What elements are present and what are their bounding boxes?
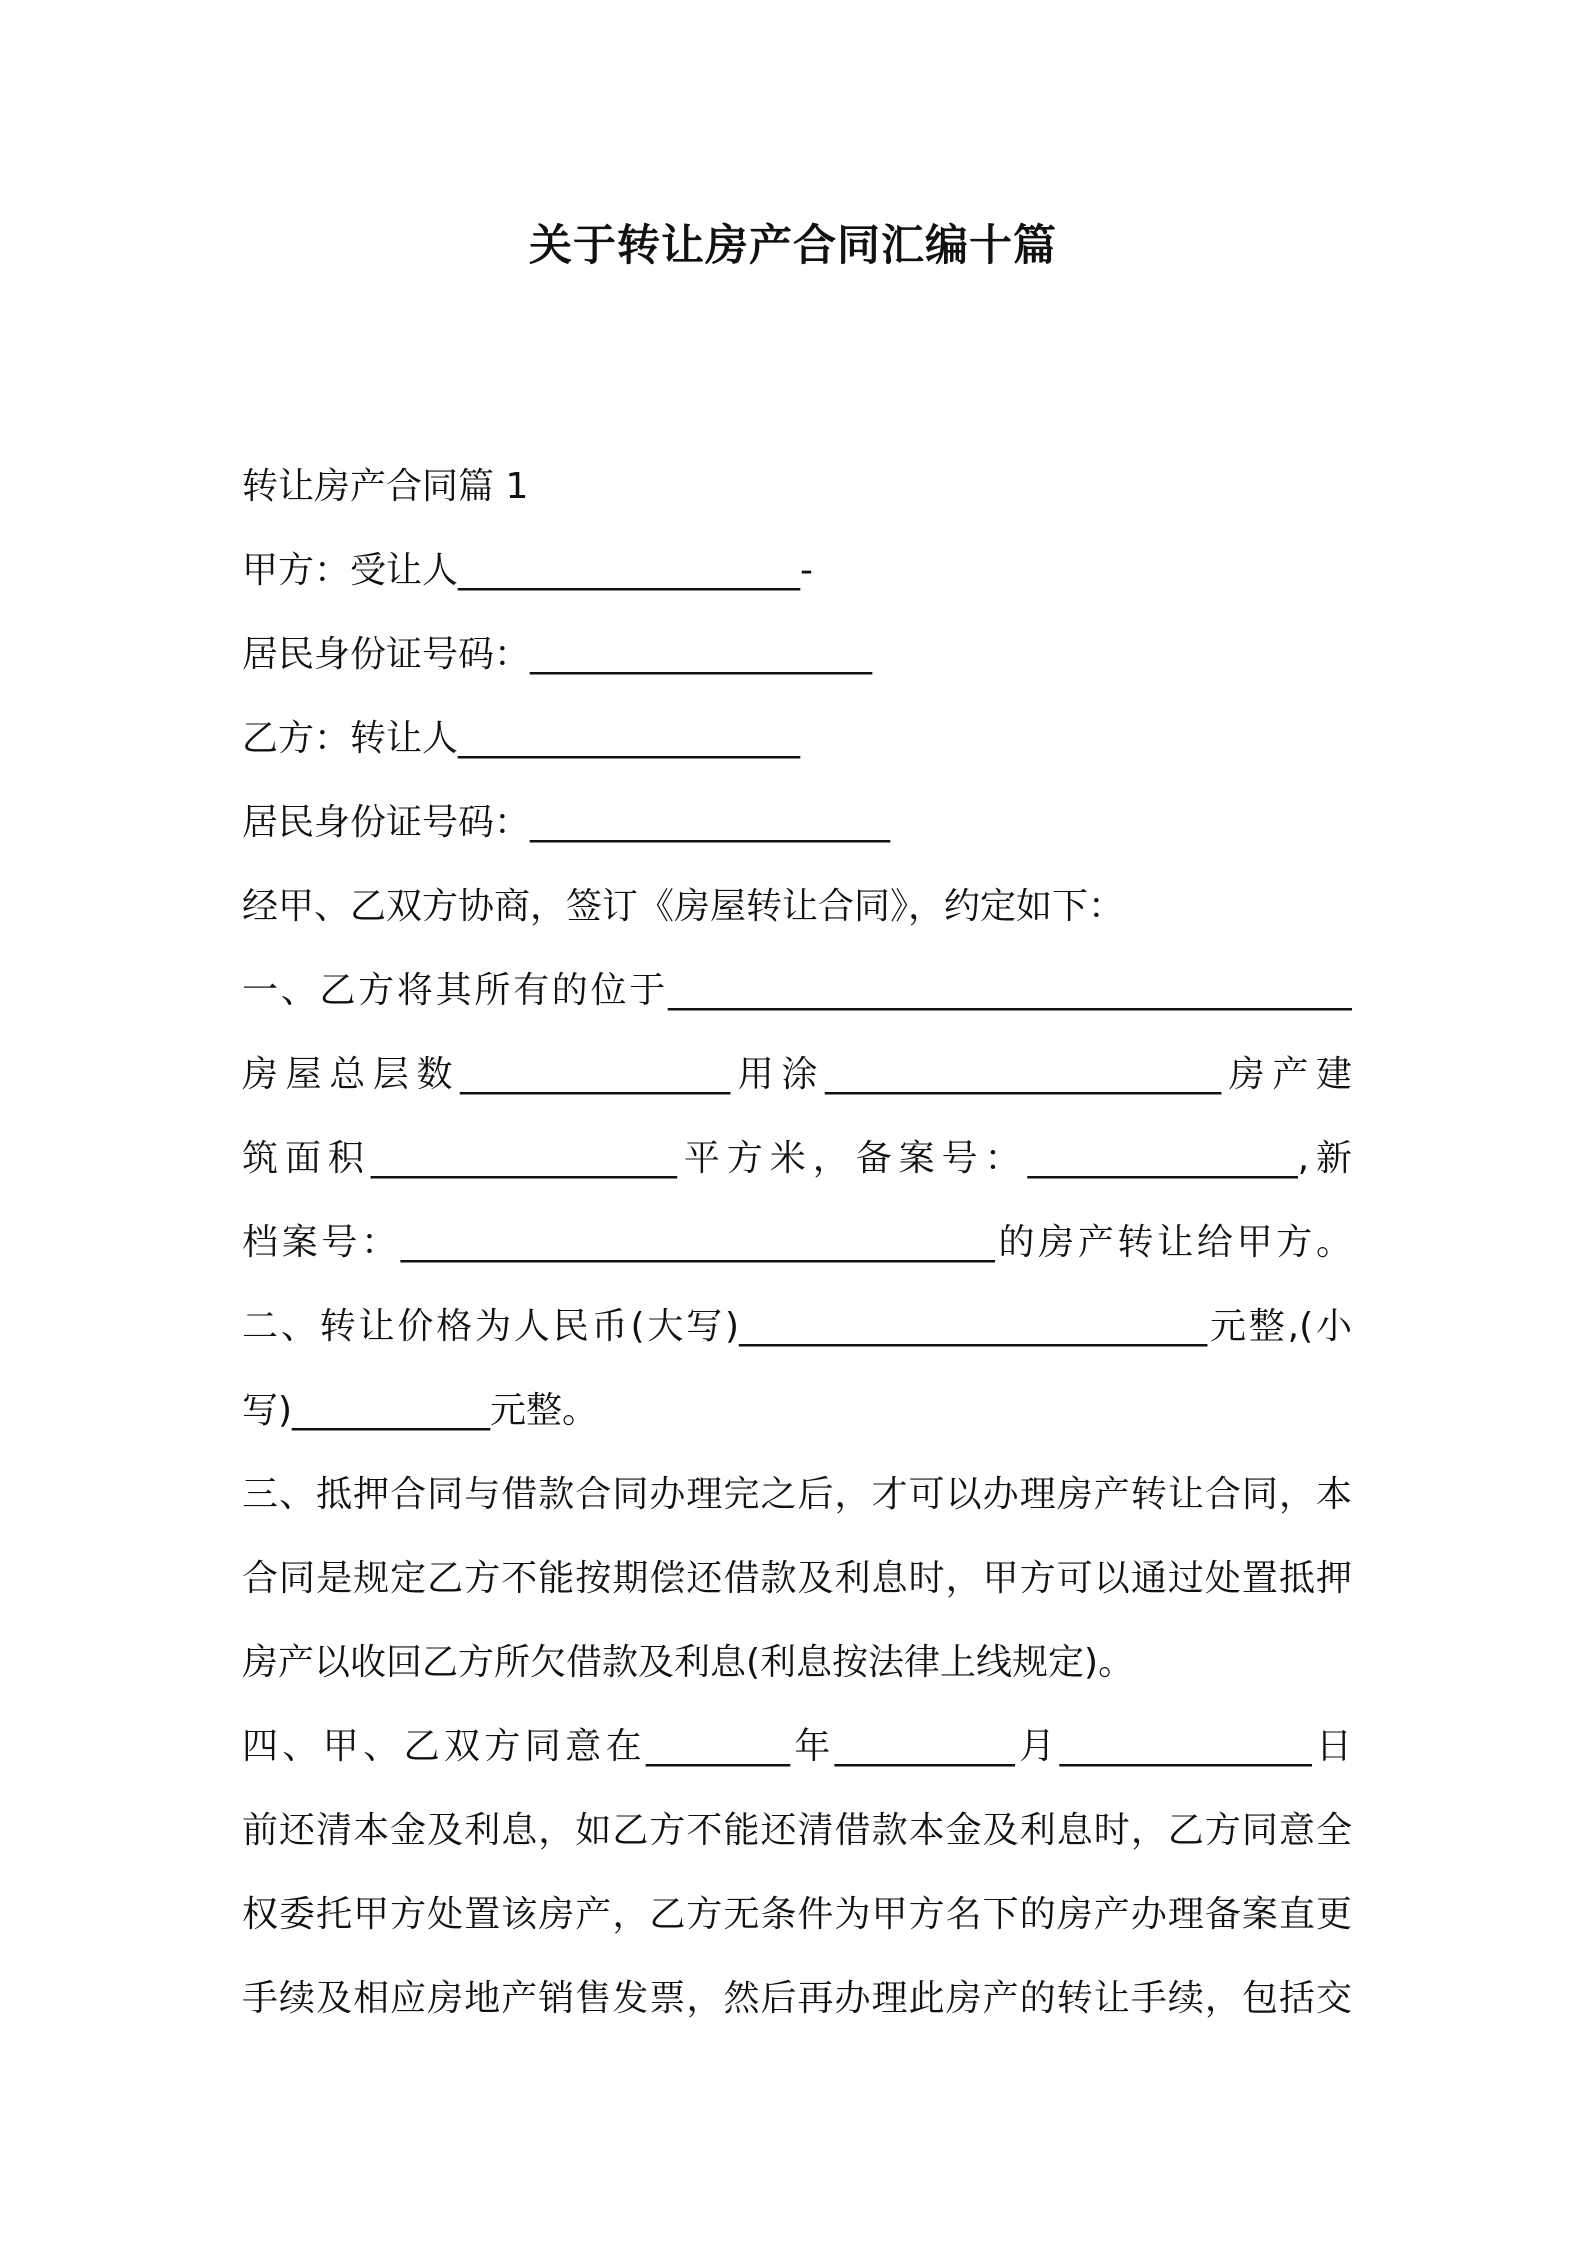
clause-1-line-1: 一、乙方将其所有的位于______________________________________ — [242, 970, 1352, 1011]
clause-3-line-2: 合同是规定乙方不能按期偿还借款及利息时，甲方可以通过处置抵押 — [242, 1558, 1352, 1599]
party-a-line: 甲方：受让人___________________- — [242, 550, 813, 591]
party-b-line: 乙方：转让人___________________ — [242, 718, 801, 759]
party-b-id-line: 居民身份证号码：____________________ — [242, 802, 891, 843]
clause-3-line-1: 三、抵押合同与借款合同办理完之后，才可以办理房产转让合同，本 — [242, 1474, 1352, 1515]
section-heading: 转让房产合同篇 1 — [242, 466, 529, 507]
clause-1-line-4: 档案号：_________________________________的房产转让给甲方。 — [242, 1222, 1352, 1263]
clause-4-line-4: 手续及相应房地产销售发票，然后再办理此房产的转让手续，包括交 — [242, 1978, 1352, 2019]
clause-2-line-2: 写)___________元整。 — [242, 1390, 599, 1431]
party-a-id-line: 居民身份证号码：___________________ — [242, 634, 873, 675]
clause-4-line-3: 权委托甲方处置该房产，乙方无条件为甲方名下的房产办理备案直更 — [242, 1894, 1352, 1935]
document-body — [242, 445, 1352, 2041]
clause-1-line-3: 筑面积_________________平方米，备案号：_______________,新 — [242, 1138, 1352, 1179]
clause-4-line-1: 四、甲、乙双方同意在________年__________月______________日 — [242, 1726, 1352, 1767]
clause-4-line-2: 前还清本金及利息，如乙方不能还清借款本金及利息时，乙方同意全 — [242, 1810, 1352, 1851]
document-title: 关于转让房产合同汇编十篇 — [529, 221, 1057, 271]
intro-line: 经甲、乙双方协商，签订《房屋转让合同》，约定如下： — [242, 886, 1125, 927]
clause-3-line-3: 房产以收回乙方所欠借款及利息(利息按法律上线规定)。 — [242, 1642, 1135, 1683]
clause-2-line-1: 二、转让价格为人民币(大写)__________________________元整,(小 — [242, 1306, 1352, 1347]
clause-1-line-2: 房屋总层数_______________用涂______________________房产建 — [242, 1054, 1352, 1095]
